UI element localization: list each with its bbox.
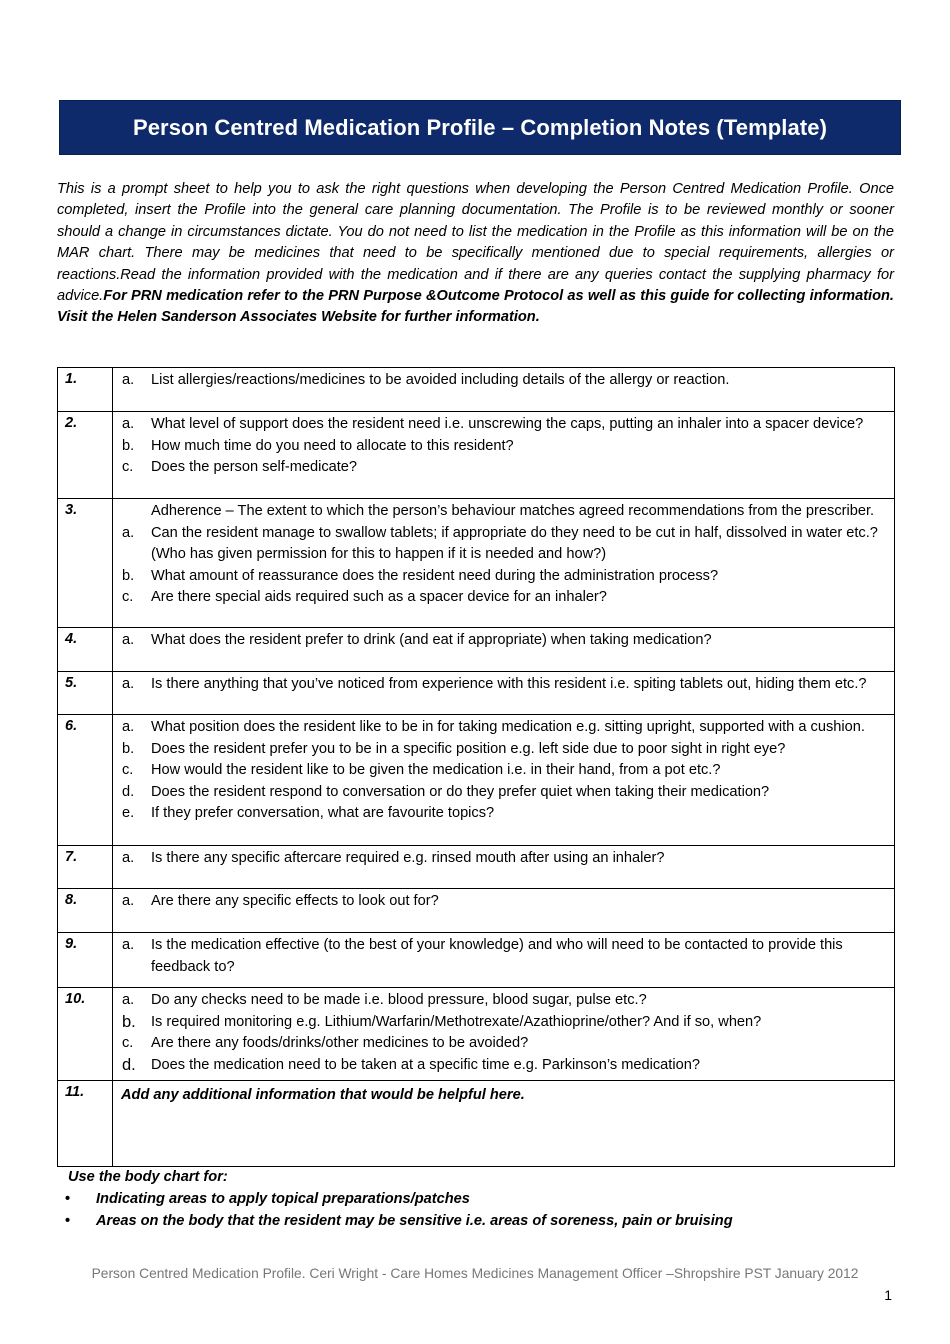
- page-footer: Person Centred Medication Profile. Ceri Wright - Care Homes Medicines Management Officer –Shropshire PST January 2012: [91, 1266, 859, 1281]
- question-letter: a.: [122, 632, 135, 648]
- row-questions: [113, 412, 895, 499]
- row-number: 10.: [58, 988, 113, 1081]
- body-chart-heading: Use the body chart for:: [68, 1169, 228, 1185]
- row-number: 6.: [58, 715, 113, 846]
- question-item: [121, 848, 886, 870]
- question-item: [121, 935, 886, 978]
- question-text: Are there any foods/drinks/other medicines to be avoided?: [151, 1035, 529, 1051]
- intro-italic-text: This is a prompt sheet to help you to ask the right questions when developing the Person Centred Medication Profile. Once completed, insert the Profile into the general care planning documentation. The Profile is to be reviewed monthly or sooner should a change in circumstances dictate. You do not need to list the medication in the Profile as this information will be on the MAR chart. There may be medicines that need to be specifically mentioned due to special requirements, allergies or reactions.Read the information provided with the medication and if there are any queries contact the supplying pharmacy for advice.: [57, 181, 894, 305]
- question-text: Does the resident prefer you to be in a specific position e.g. left side due to poor sight in right eye?: [151, 740, 786, 757]
- question-text: List allergies/reactions/medicines to be avoided including details of the allergy or reaction.: [151, 372, 730, 388]
- question-letter: a.: [122, 416, 135, 432]
- table-row: [58, 499, 895, 628]
- question-letter: c.: [122, 589, 134, 605]
- question-item: [121, 370, 886, 392]
- questions-table: [57, 367, 895, 1167]
- question-text: How much time do you need to allocate to this resident?: [151, 437, 514, 454]
- bullet-icon: •: [65, 1191, 71, 1207]
- question-letter: c.: [122, 1035, 134, 1051]
- row-questions: [113, 499, 895, 628]
- body-chart-list: [65, 1188, 733, 1232]
- question-item: [121, 891, 886, 913]
- table-row: [58, 889, 895, 933]
- question-text: Can the resident manage to swallow tablets; if appropriate do they need to be cut in half, dissolved in water etc.? (Who has given permission for this to happen if it is needed and how?): [151, 524, 878, 562]
- question-letter: c.: [122, 762, 134, 778]
- question-item: [121, 782, 886, 804]
- question-item: [121, 990, 886, 1012]
- question-letter: [121, 501, 151, 523]
- question-text: Is the medication effective (to the best of your knowledge) and who will need to be contacted to provide this feedback to?: [151, 937, 843, 975]
- table-row: [58, 412, 895, 499]
- question-item: [121, 501, 886, 523]
- question-text: Is there any specific aftercare required e.g. rinsed mouth after using an inhaler?: [151, 850, 665, 866]
- page-number: 1: [884, 1287, 892, 1303]
- question-item: [121, 803, 886, 825]
- table-row: [58, 1081, 895, 1167]
- question-item: [121, 587, 886, 609]
- question-text: What position does the resident like to be in for taking medication e.g. sitting upright, supported with a cushion.: [151, 719, 865, 735]
- row-number: 5.: [58, 672, 113, 715]
- question-letter: b.: [122, 567, 135, 584]
- body-chart-notes: [65, 1166, 733, 1232]
- table-row: [58, 933, 895, 988]
- question-text: What does the resident prefer to drink (and eat if appropriate) when taking medication?: [151, 632, 712, 648]
- question-letter: b.: [122, 1012, 136, 1031]
- question-text: How would the resident like to be given the medication i.e. in their hand, from a pot etc.?: [151, 762, 721, 778]
- question-item: [121, 630, 886, 652]
- row-questions: [113, 628, 895, 672]
- row-questions: [113, 715, 895, 846]
- row-number: 2.: [58, 412, 113, 499]
- question-item: [121, 566, 886, 588]
- body-chart-bullet-text: Areas on the body that the resident may be sensitive i.e. areas of soreness, pain or bruising: [96, 1213, 733, 1229]
- question-item: [121, 674, 886, 696]
- table-row: [58, 715, 895, 846]
- question-letter: a.: [122, 850, 135, 866]
- additional-info-prompt: Add any additional information that would be helpful here.: [121, 1087, 525, 1103]
- question-item: [121, 739, 886, 761]
- row-number: 4.: [58, 628, 113, 672]
- intro-bold-text: For PRN medication refer to the PRN Purpose &Outcome Protocol as well as this guide for collecting information. Visit the Helen Sanderson Associates Website for further information.: [57, 288, 894, 326]
- row-questions: [113, 988, 895, 1081]
- question-letter: a.: [122, 893, 135, 909]
- table-row: [58, 368, 895, 412]
- row-number: 11.: [58, 1081, 113, 1167]
- question-text: Adherence – The extent to which the person’s behaviour matches agreed recommendations from the prescriber.: [151, 503, 875, 519]
- row-questions: [113, 672, 895, 715]
- question-text: Do any checks need to be made i.e. blood pressure, blood sugar, pulse etc.?: [151, 992, 647, 1008]
- question-text: Does the person self-medicate?: [151, 459, 358, 475]
- intro-paragraph: [57, 179, 894, 329]
- row-number: 7.: [58, 846, 113, 889]
- question-item: [121, 414, 886, 436]
- question-letter: b.: [122, 740, 135, 757]
- question-item: [121, 436, 886, 458]
- table-row: [58, 628, 895, 672]
- row-questions: [113, 889, 895, 933]
- title-banner: [59, 100, 901, 155]
- question-item: [121, 457, 886, 479]
- question-text: Is required monitoring e.g. Lithium/Warfarin/Methotrexate/Azathioprine/other? And if so, when?: [151, 1013, 762, 1030]
- question-text: What level of support does the resident need i.e. unscrewing the caps, putting an inhaler into a spacer device?: [151, 416, 864, 432]
- row-number: 3.: [58, 499, 113, 628]
- question-letter: a.: [122, 372, 135, 388]
- question-text: What amount of reassurance does the resident need during the administration process?: [151, 567, 719, 584]
- questions-table-body: [58, 368, 895, 1167]
- row-number: 9.: [58, 933, 113, 988]
- question-item: [121, 717, 886, 739]
- question-item: [121, 523, 886, 566]
- table-row: [58, 672, 895, 715]
- page-title: Person Centred Medication Profile – Completion Notes (Template): [132, 114, 828, 140]
- row-questions: [113, 933, 895, 988]
- question-text: Does the medication need to be taken at a specific time e.g. Parkinson’s medication?: [151, 1056, 700, 1073]
- question-letter: b.: [122, 437, 135, 454]
- question-item: [121, 1012, 886, 1034]
- bullet-icon: •: [65, 1213, 71, 1229]
- question-text: If they prefer conversation, what are favourite topics?: [151, 805, 495, 821]
- row-questions: [113, 368, 895, 412]
- row-number: 1.: [58, 368, 113, 412]
- question-item: [121, 760, 886, 782]
- body-chart-bullet: [65, 1210, 733, 1232]
- table-row: [58, 988, 895, 1081]
- question-letter: a.: [122, 524, 135, 541]
- row-questions: [113, 846, 895, 889]
- question-letter: d.: [122, 783, 135, 800]
- question-letter: c.: [122, 459, 134, 475]
- question-text: Is there anything that you’ve noticed from experience with this resident i.e. spiting tablets out, hiding them etc.?: [151, 676, 867, 692]
- question-letter: d.: [122, 1055, 136, 1074]
- question-letter: e.: [122, 805, 135, 821]
- row-questions: [113, 1081, 895, 1167]
- question-item: [121, 1033, 886, 1055]
- question-text: Does the resident respond to conversation or do they prefer quiet when taking their medication?: [151, 783, 770, 800]
- question-letter: a.: [122, 719, 135, 735]
- question-text: Are there special aids required such as a spacer device for an inhaler?: [151, 589, 607, 605]
- question-letter: a.: [122, 676, 135, 692]
- question-letter: a.: [122, 937, 135, 953]
- question-item: [121, 1055, 886, 1077]
- body-chart-bullet-text: Indicating areas to apply topical preparations/patches: [96, 1191, 470, 1207]
- question-letter: a.: [122, 992, 135, 1008]
- question-text: Are there any specific effects to look out for?: [151, 893, 439, 909]
- row-number: 8.: [58, 889, 113, 933]
- body-chart-bullet: [65, 1188, 733, 1210]
- table-row: [58, 846, 895, 889]
